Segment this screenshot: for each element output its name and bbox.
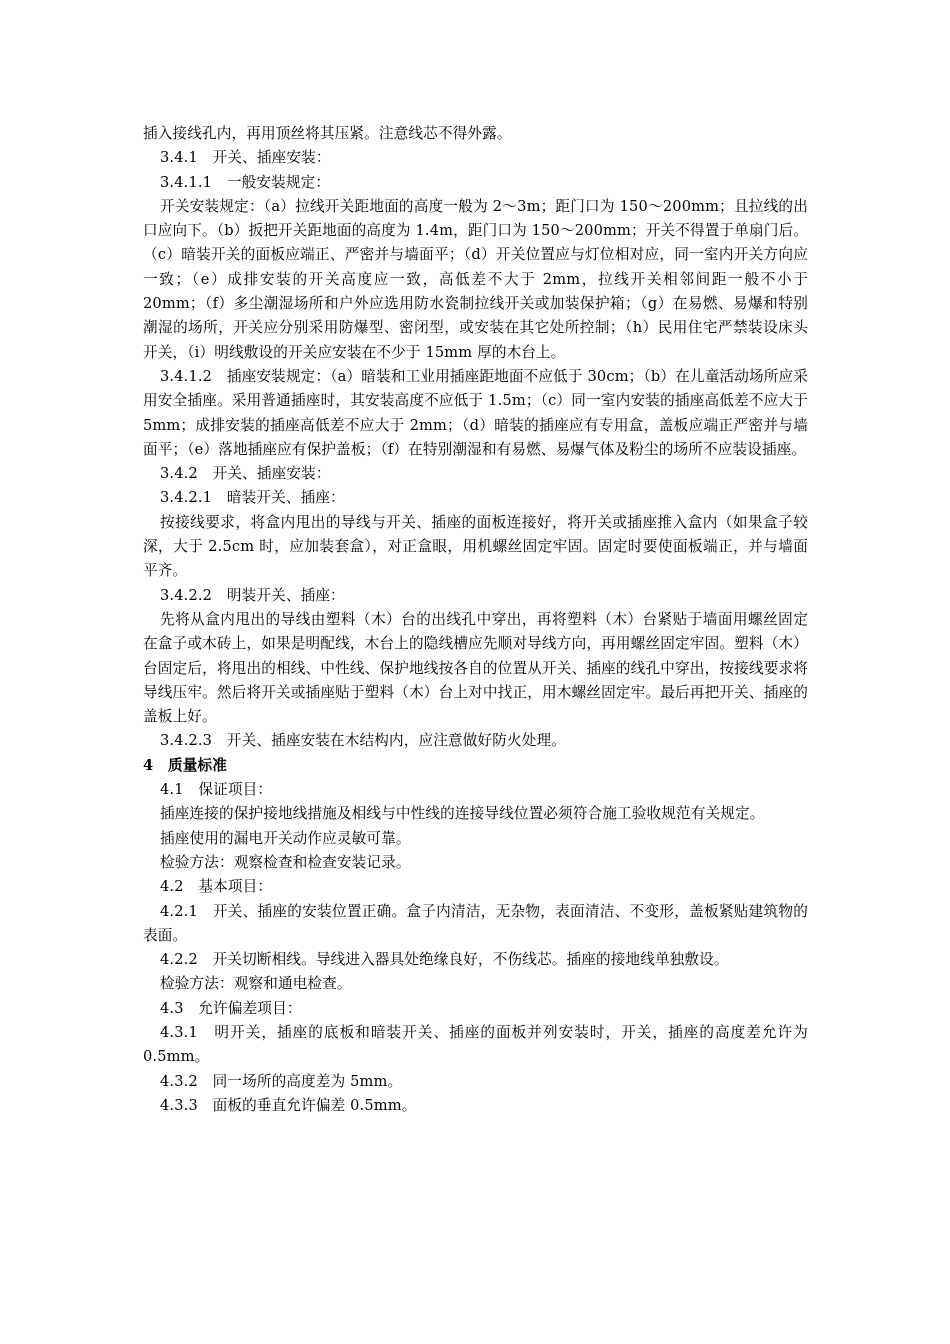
paragraph: 3.4.2 开关、插座安装： xyxy=(160,465,331,483)
paragraph: 3.4.1 开关、插座安装： xyxy=(160,149,331,167)
paragraph: 检验方法：观察和通电检查。 xyxy=(160,975,352,993)
paragraph: 插座使用的漏电开关动作应灵敏可靠。 xyxy=(160,829,411,847)
paragraph: 4.1 保证项目： xyxy=(160,781,273,799)
paragraph: 3.4.2.3 开关、插座安装在木结构内，应注意做好防火处理。 xyxy=(160,732,566,750)
paragraph: 3.4.1.1 一般安装规定： xyxy=(160,173,331,191)
paragraph: 4.2 基本项目： xyxy=(160,878,273,896)
paragraph: 检验方法：观察检查和检查安装记录。 xyxy=(160,853,411,871)
paragraph: 开关安装规定：（a）拉线开关距地面的高度一般为 2～3m；距门口为 150～200mm；且拉线的出口应向下。（b）扳把开关距地面的高度为 1.4m，距门口为 150～200mm；开关不得置于单扇门后。（c）暗装开关的面板应端正、严密并与墙面平；（d）开关位置应与灯位相对应，同一室内开关方向应一致；（e）成排安装的开关高度应一致，高低差不大于 2mm，拉线开关相邻间距一般不小于 20mm；（f）多尘潮湿场所和户外应选用防水瓷制拉线开关或加装保护箱；（g）在易燃、易爆和特别潮湿的场所，开关应分别采用防爆型、密闭型，或安装在其它处所控制；（h）民用住宅严禁装设床头开关，（i）明线敷设的开关应安装在不少于 15mm 厚的木台上。 xyxy=(143,197,808,361)
document-body xyxy=(143,122,808,1118)
paragraph: 插座连接的保护接地线措施及相线与中性线的连接导线位置必须符合施工验收规范有关规定。 xyxy=(160,805,765,823)
paragraph: 4.2.2 开关切断相线。导线进入器具处绝缘良好，不伤线芯。插座的接地线单独敷设。 xyxy=(160,951,729,969)
paragraph: 3.4.1.2 插座安装规定：（a）暗装和工业用插座距地面不应低于 30cm；（b）在儿童活动场所应采用安全插座。采用普通插座时，其安装高度不应低于 1.5m；（c）同一室内安装的插座高低差不应大于 5mm；成排安装的插座高低差不应大于 2mm；（d）暗装的插座应有专用盒，盖板应端正严密并与墙面平；（e）落地插座应有保护盖板；（f）在特别潮湿和有易燃、易爆气体及粉尘的场所不应装设插座。 xyxy=(143,367,808,458)
paragraph: 4.2.1 开关、插座的安装位置正确。盒子内清洁，无杂物，表面清洁、不变形，盖板紧贴建筑物的表面。 xyxy=(143,902,808,944)
paragraph: 4.3 允许偏差项目： xyxy=(160,999,302,1017)
paragraph: 先将从盒内甩出的导线由塑料（木）台的出线孔中穿出，再将塑料（木）台紧贴于墙面用螺丝固定在盒子或木砖上，如果是明配线，木台上的隐线槽应先顺对导线方向，再用螺丝固定牢固。塑料（木）台固定后，将甩出的相线、中性线、保护地线按各自的位置从开关、插座的线孔中穿出，按接线要求将导线压牢。然后将开关或插座贴于塑料（木）台上对中找正，用木螺丝固定牢。最后再把开关、插座的盖板上好。 xyxy=(143,610,808,726)
paragraph: 按接线要求，将盒内甩出的导线与开关、插座的面板连接好，将开关或插座推入盒内（如果盒子较深，大于 2.5cm 时，应加装套盒），对正盒眼，用机螺丝固定牢固。固定时要使面板端正，并与墙面平齐。 xyxy=(143,513,808,580)
paragraph: 3.4.2.2 明装开关、插座： xyxy=(160,586,345,604)
paragraph: 插入接线孔内，再用顶丝将其压紧。注意线芯不得外露。 xyxy=(143,125,512,142)
paragraph: 4.3.3 面板的垂直允许偏差 0.5mm。 xyxy=(160,1096,417,1114)
section-heading: 4 质量标准 xyxy=(143,756,228,774)
paragraph: 4.3.2 同一场所的高度差为 5mm。 xyxy=(160,1072,403,1090)
paragraph: 4.3.1 明开关，插座的底板和暗装开关、插座的面板并列安装时，开关，插座的高度差允许为 0.5mm。 xyxy=(143,1023,808,1066)
paragraph: 3.4.2.1 暗装开关、插座： xyxy=(160,489,345,507)
